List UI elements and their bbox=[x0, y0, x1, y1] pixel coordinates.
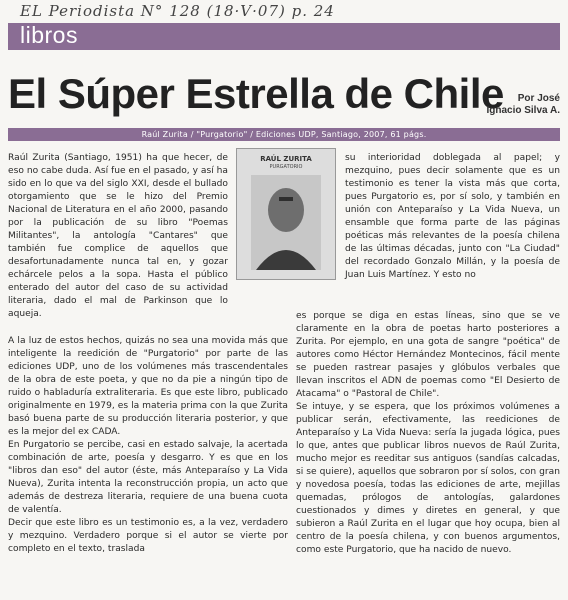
publication-info-bar: Raúl Zurita / "Purgatorio" / Ediciones UDP, Santiago, 2007, 61 págs. bbox=[8, 128, 560, 141]
byline bbox=[470, 93, 560, 117]
paragraph: Raúl Zurita (Santiago, 1951) ha que hecer, de eso no cabe duda. Así fue en el pasado, y así ha sido en lo que va del siglo XXI, desde el bullado otorgamiento que se le hizo del Premio Nacional de Literatura en el año 2000, pasando por la publicación de su libro "Poemas Militantes", la antología "Cantares" que también fue complice de aquellos que desafortunadamente nunca tal en, y gozar echárcele pelos a la sopa. Hasta el público enterado del autor del caso de su actividad literaria, dado el mal de Parkinson que lo aqueja. bbox=[8, 153, 228, 319]
article-column-1-bottom bbox=[8, 335, 288, 556]
article-headline: El Súper Estrella de Chile bbox=[8, 70, 504, 117]
book-cover-title: RAÚL ZURITA bbox=[260, 155, 312, 163]
paragraph: A la luz de estos hechos, quizás no sea una movida más que inteligente la reedición de "Purgatorio" por parte de las ediciones UDP, uno de los volúmenes más trascendentales de la obra de este poeta, y que no da pie a ningún tipo de ruido o habladuría extraliteraria. Es que este libro, publicado originalmente en 1979, es la materia prima con la que Zurita basó buena parte de su producción literaria posterior, y que es la mejor del ex CADA. bbox=[8, 336, 288, 437]
paragraph: su interioridad doblegada al papel; y mezquino, pues decir solamente que es un testimonio es tener la vista más que corta, pues Purgatorio es, por sí solo, y también en unión con Anteparaíso y La Vida Nueva, un ensamble que forma parte de las páginas poéticas más relevantes de la poesía chilena de las últimas décadas, junto con "La Ciudad" del recordado Gonzalo Millán, y la poesía de Juan Luis Martínez. Y esto no bbox=[345, 153, 560, 280]
book-cover-image bbox=[236, 148, 336, 280]
article-column-3-bottom bbox=[296, 310, 560, 557]
paragraph: Se intuye, y se espera, que los próximos volúmenes a publicar serán, efectivamente, las reediciones de Anteparaíso y La Vida Nueva: sería la jugada lógica, pues lo que, antes que publicar libros nuevos de Raúl Zurita, mucho mejor es reeditar sus antiguos (sandías calcadas, si se quiere), aquellos que sobraron por sí solos, con gran y novedosa poesía, todas las ediciones de arte, mejillas quemadas, prólogos de antologías, galardones cuestionados y dimes y diretes en general, y que subieron a Raúl Zurita en el lugar que hoy ocupa, bien al centro de la poesía chilena, y con buenos argumentos, como este Purgatorio, que ha nacido de nuevo. bbox=[296, 402, 560, 555]
handwritten-clipping-note: EL Periodista N° 128 (18·V·07) p. 24 bbox=[20, 2, 335, 20]
paragraph: En Purgatorio se percibe, casi en estado salvaje, la acertada combinación de arte, poesía y desgarro. Y es que en los "libros dan eso" del autor (éste, más Anteparaíso y La Vida Nueva), Zurita intenta la reconstrucción propia, un acto que además de destreza literaria, requiere de una buena cuota de valentía. bbox=[8, 440, 288, 515]
paragraph: Decir que este libro es un testimonio es, a la vez, verdadero y mezquino. Verdadero porque si el autor se vierte por completo en el texto, traslada bbox=[8, 518, 288, 554]
paragraph: es porque se diga en estas líneas, sino que se ve claramente en la obra de poetas harto posteriores a Zurita. Por ejemplo, en una gota de sangre "poética" de autores como Héctor Hernández Montecinos, fácil mente se pueden rastrear pasajes y glóbulos verbales que llevan inscritos el ADN de poemas como "El Desierto de Atacama" o "Pastoral de Chile". bbox=[296, 311, 560, 399]
section-label: libros bbox=[20, 22, 78, 48]
article-column-3-top bbox=[345, 152, 560, 282]
author-portrait bbox=[251, 175, 321, 270]
byline-author: Ignacio Silva A. bbox=[486, 105, 560, 116]
byline-prefix: Por José bbox=[517, 93, 560, 104]
article-column-1-top bbox=[8, 152, 228, 321]
book-cover-subtitle: PURGATORIO bbox=[269, 164, 303, 170]
section-bar bbox=[8, 23, 560, 50]
